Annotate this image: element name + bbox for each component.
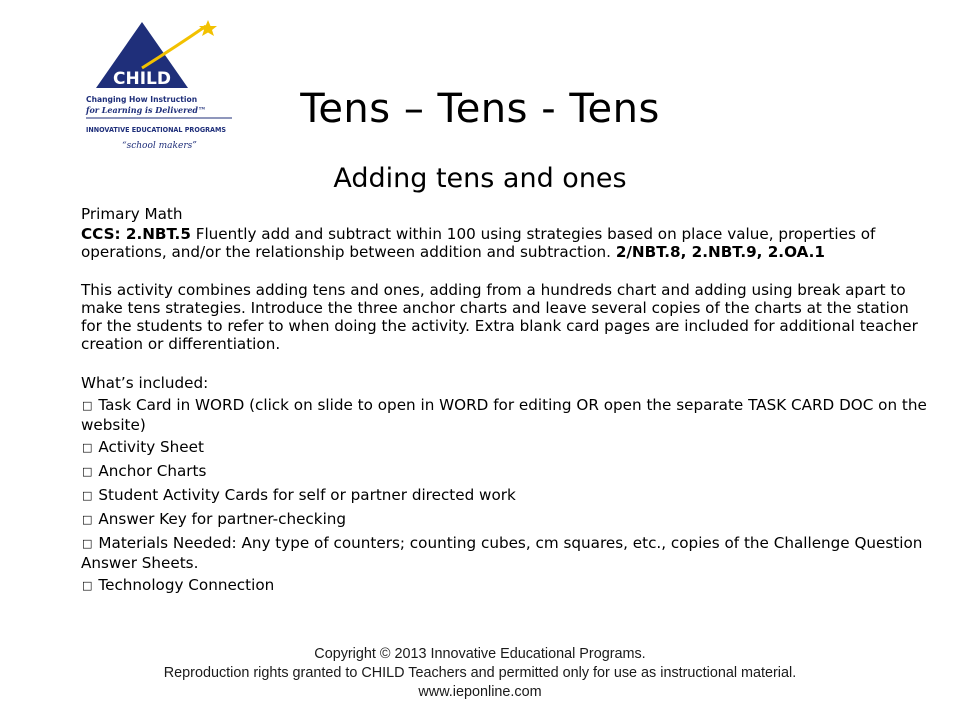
- standards-related: 2/NBT.8, 2.NBT.9, 2.OA.1: [615, 243, 825, 261]
- description-paragraph: This activity combines adding tens and ones, adding from a hundreds chart and adding using break apart to make tens strategies. Introduce the three anchor charts and leave several copies of the charts at the station for the students to refer to when doing the activity. Extra blank card pages are included for additional teacher creation or differentiation.: [81, 281, 918, 353]
- list-item-text: Anchor Charts: [98, 462, 207, 480]
- logo-letters: CHILD: [113, 69, 171, 89]
- logo-star-icon: [199, 20, 217, 36]
- list-item-text: Technology Connection: [98, 576, 275, 594]
- page-subtitle: Adding tens and ones: [333, 163, 627, 194]
- page-title: Tens – Tens - Tens: [300, 86, 660, 132]
- standards-text: Fluently add and subtract within 100 using strategies based on place value, properties of operations, and/or the relationship between addition and subtraction.: [81, 225, 876, 261]
- list-item: [81, 462, 931, 482]
- list-item: [81, 510, 931, 530]
- list-item: [81, 396, 931, 434]
- logo-line4: “school makers”: [122, 141, 197, 151]
- checkbox-icon: □: [82, 513, 93, 526]
- footer-reproduction: Reproduction rights granted to CHILD Teachers and permitted only for use as instructional material.: [163, 665, 797, 681]
- standards-paragraph: [81, 225, 931, 261]
- checkbox-icon: □: [82, 537, 93, 550]
- standards-label: CCS: 2.NBT.5: [81, 225, 191, 243]
- slide-content: [81, 205, 931, 596]
- list-item-text: Answer Key for partner-checking: [98, 510, 347, 528]
- logo-line1: Changing How Instruction: [86, 95, 198, 104]
- checkbox-icon: □: [82, 465, 93, 478]
- logo-line2: for Learning is Delivered™: [86, 105, 207, 115]
- list-item: [81, 576, 931, 596]
- list-item-text: Task Card in WORD (click on slide to open in WORD for editing OR open the separate TASK CARD DOC on the website): [81, 396, 927, 434]
- checkbox-icon: □: [82, 489, 93, 502]
- list-item-text: Materials Needed: Any type of counters; counting cubes, cm squares, etc., copies of the Challenge Question Answer Sheets.: [81, 534, 923, 572]
- footer-website-link[interactable]: www.ieponline.com: [418, 684, 542, 700]
- footer-copyright: Copyright © 2013 Innovative Educational Programs.: [314, 646, 646, 662]
- list-item-text: Activity Sheet: [98, 438, 204, 456]
- checkbox-icon: □: [82, 579, 93, 592]
- list-item-text: Student Activity Cards for self or partner directed work: [98, 486, 516, 504]
- list-item: [81, 534, 931, 572]
- subject-label: Primary Math: [81, 205, 183, 223]
- logo-line3: INNOVATIVE EDUCATIONAL PROGRAMS: [86, 126, 227, 134]
- list-item: [81, 486, 931, 506]
- copyright-footer: [0, 645, 960, 702]
- checkbox-icon: □: [82, 399, 93, 412]
- included-heading: What’s included:: [81, 374, 209, 392]
- checkbox-icon: □: [82, 441, 93, 454]
- list-item: [81, 438, 931, 458]
